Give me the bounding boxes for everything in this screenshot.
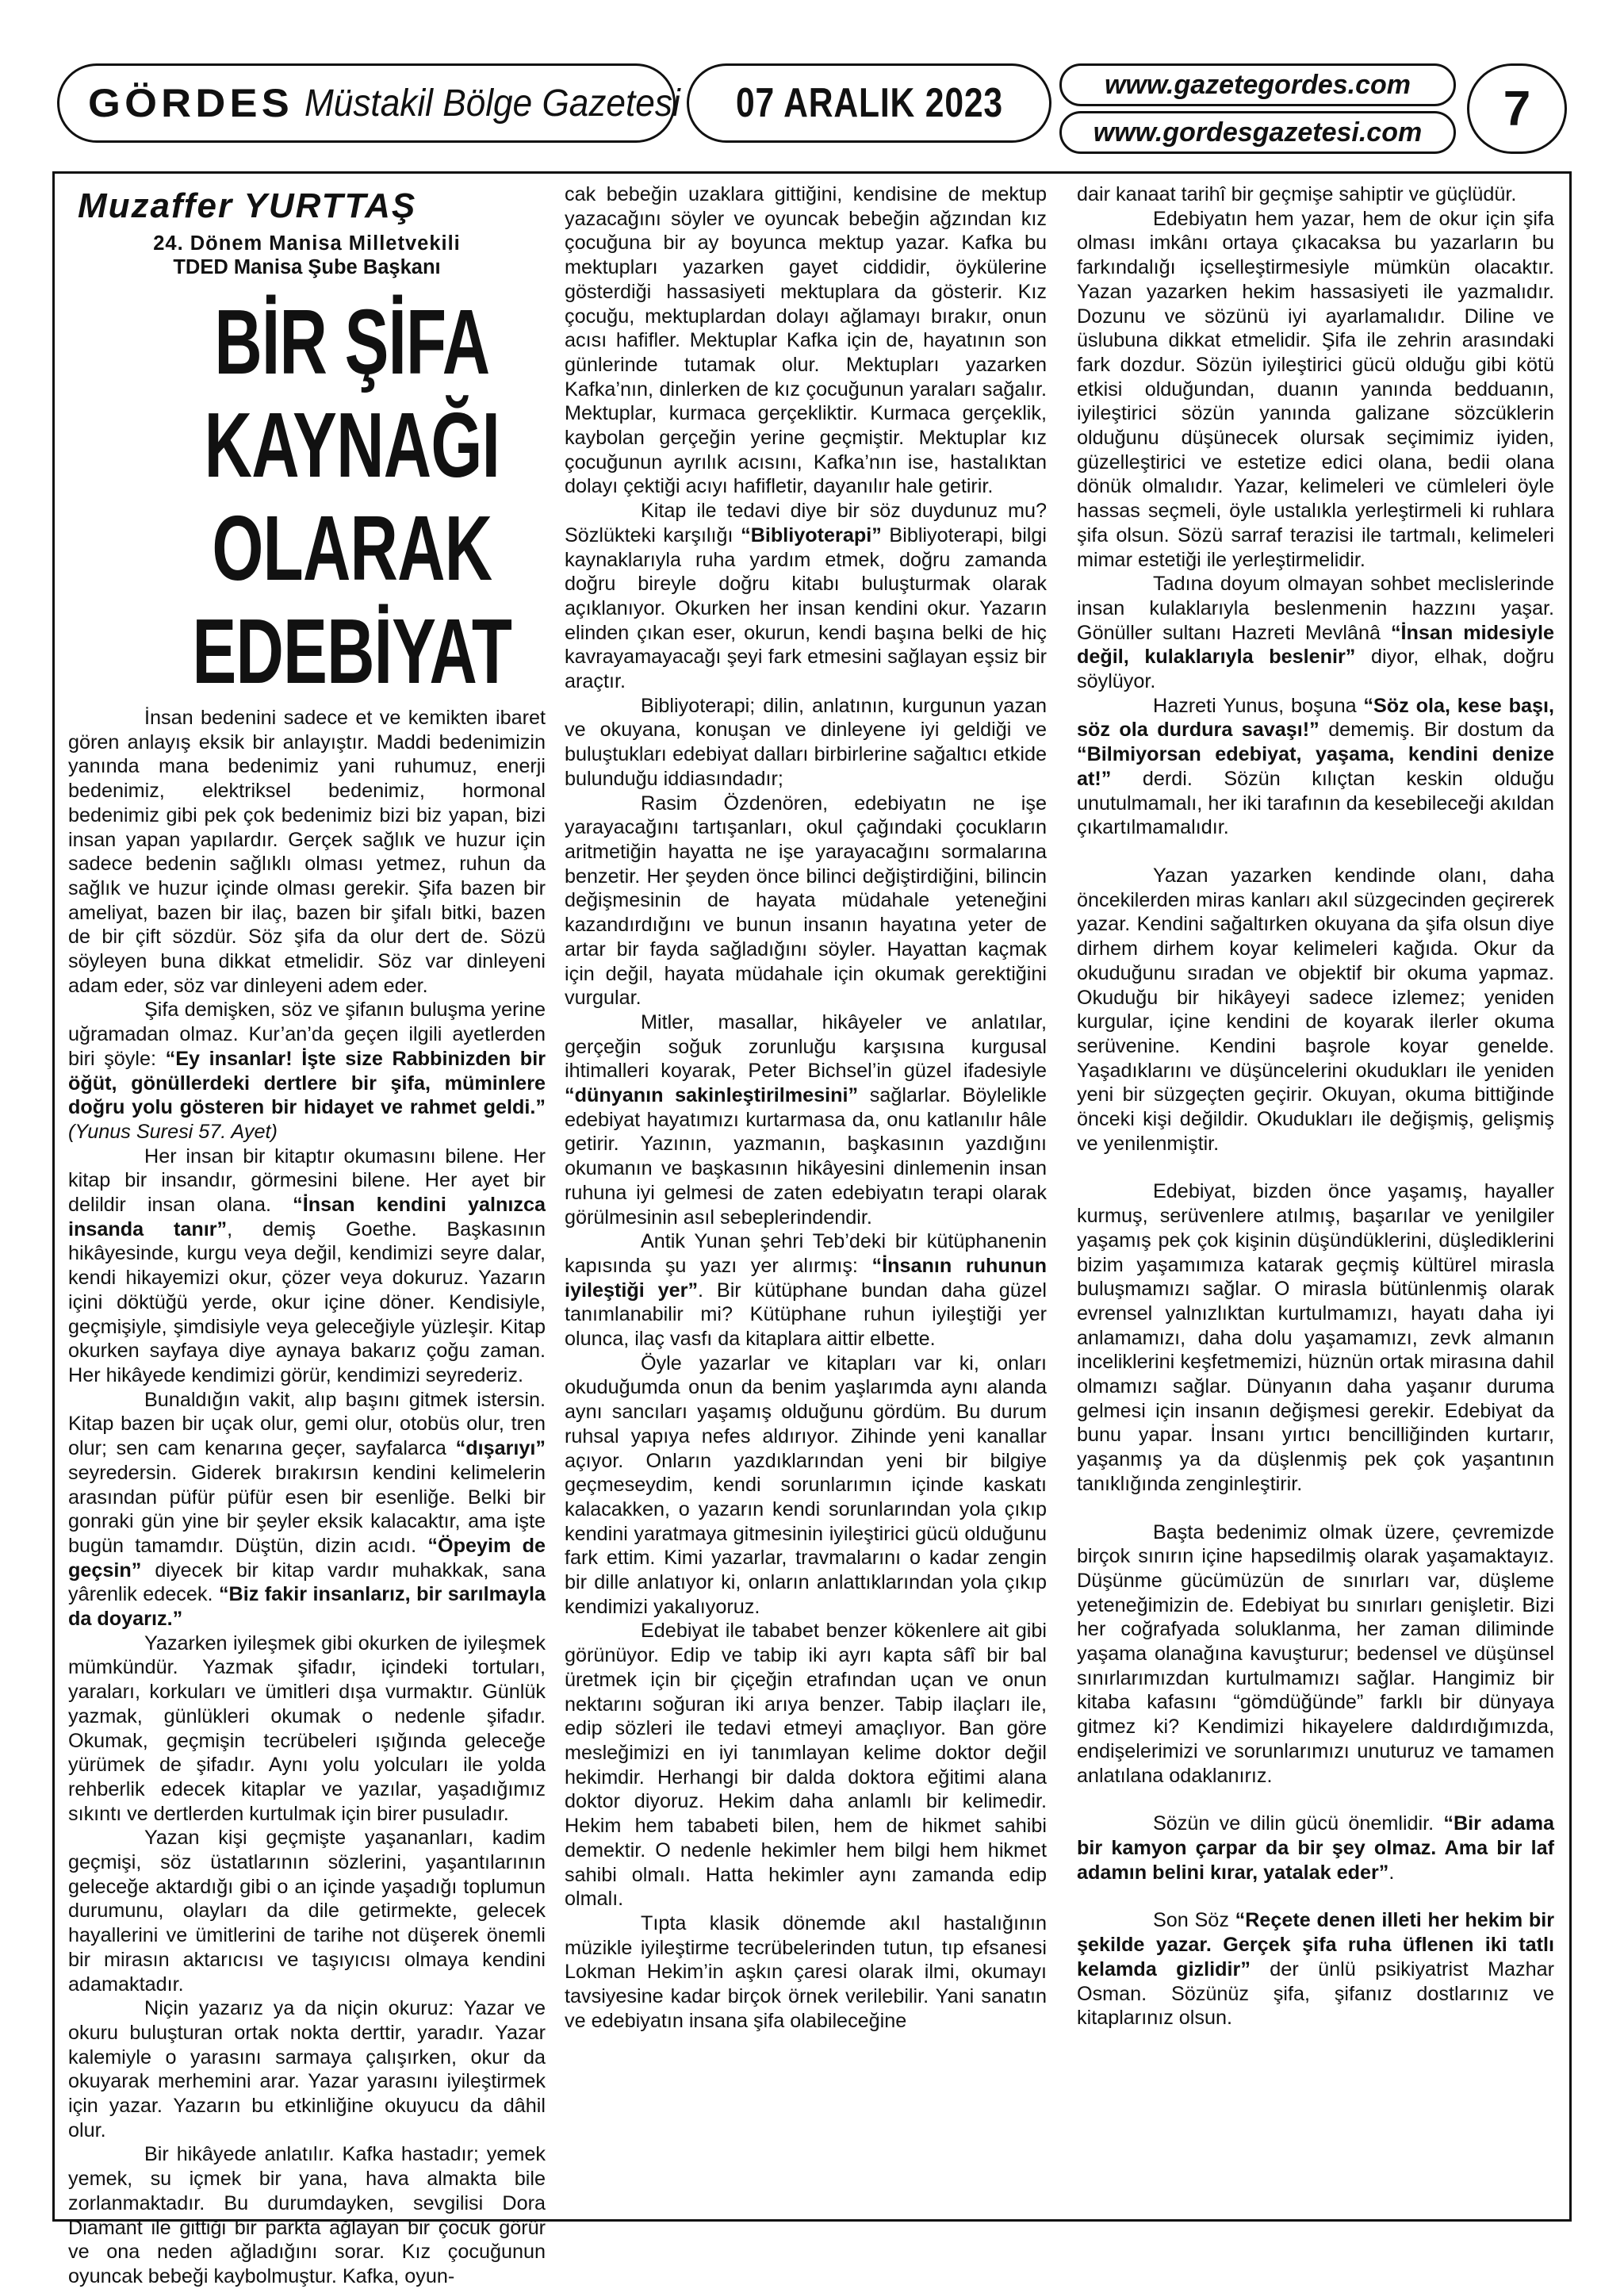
paragraph: Yazan yazarken kendinde olanı, daha öncekilerden miras kanları akıl süzgecinden geçirerek yazar. Kendini sağaltırken okuyana da şifa olsun diye dirhem dirhem koyar kelimeleri kağıda. Okur da okuduğunu sıradan ve objektif bir okuma yapmaz. Okuduğu bir hikâyeyi sadece izlemez; yeniden kurgular, içine kendini de koyarak ilerler okuma serüvenine. Kendini başrole koyar genelde. Yaşadıklarını ve düşüncelerini okudukları ile yeniden yeni bir süzgeçten geçirir. Okuyan, okuma bittiğinde önceki kişi değildir. Okudukları ile değişmiş, gelişmiş ve yenilenmiştir. [1077, 864, 1554, 1155]
paragraph: Rasim Özdenören, edebiyatın ne işe yarayacağını tartışanları, okul çağındaki çocukların aritmetiğin hayatta ne işe yarayacağını sormalarına benzetir. Her şeyden önce bilinci değiştirdiğini, bilincin değişmesinin de hayata müdahale yeteneğini kazandırdığını ve bunun insanın hayatına yeter de artar bir fayda sağladığını söyler. Hayattan kaçmak için değil, hayata müdahale için okumak gerektiğini vurgular. [565, 792, 1047, 1010]
paragraph: Edebiyat ile tababet benzer kökenlere ait gibi görünüyor. Edip ve tabip iki ayrı kapta sâfî bir bal üretmek için bir çiçeğin etrafından uçan ve onun nektarını soğuran iki arıya benzer. Tabip ilaçları ile, edip sözleri ile tedavi etmeyi amaçlıyor. Ban göre mesleğimizi en iyi tanımlayan kelime doktor değil hekimdir. Herhangi bir dalda doktora eğitimi alana doktor diyoruz. Hekim daha anlamlı bir kelimedir. Hekim hem tababeti bilen, hem de hikmet sahibi demektir. O nedenle hekimler hem bilgi hem hikmet sahibi olmalı. Hatta hekimler aynı zamanda edip olmalı. [565, 1620, 1047, 1911]
paragraph: Edebiyat, bizden önce yaşamış, hayaller kurmuş, serüvenlere atılmış, başarılar ve yenilgiler yaşamış pek çok kişinin düşündüklerini, düşlediklerini bizim yaşamımıza katarak geçmiş kültürel mirasla buluşmamızı sağlar. O mirasla bütünlenmiş olarak evrensel yalnızlıktan kurtulmamızı, hayatı daha iyi anlamamızı, daha dolu yaşamamızı, zevk almanın inceliklerini keşfetmemizi, hüznün ortak mirasına dahil olmamızı sağlar. Dünyanın daha yaşanır duruma gelmesi için insanın değişmesi gerekir. Edebiyat da bunu yapar. İnsanı yırtıcı bencilliğinden kurtarır, yaşanmış ya da düşlenmiş pek çok yaşantının tanıklığında zenginleştirir. [1077, 1180, 1554, 1495]
paragraph: Antik Yunan şehri Teb’deki bir kütüphanenin kapısında şu yazı yer alırmış: “İnsanın ruhunun iyileştiği yer”. Bir kütüphane bundan daha güzel tanımlanabilir mi? Kütüphane ruhun iyileştiği yer olunca, ilaç vasfı da kitaplara aittir elbette. [565, 1230, 1047, 1351]
page-number-text: 7 [1503, 81, 1531, 136]
paragraph: Hazreti Yunus, boşuna “Söz ola, kese başı, söz ola durdura savaşı!” dememiş. Bir dostum da “Bilmiyorsan edebiyat, yaşama, kendini denize at!” derdi. Sözün kılıçtan keskin olduğu unutulmamalı, her iki tarafının da kesebileceği akıldan çıkartılmamalıdır. [1077, 694, 1555, 839]
paragraph: Niçin yazarız ya da niçin okuruz: Yazar ve okuru buluşturan ortak nokta derttir, yaradır. Yazar kalemiyle o yarasını sarmaya çalışırken, okur da okuyarak merhemini arar. Yazar yarasını iyileştirmek için yazar. Yazarın bu etkinliğine okuyucu da dâhil olur. [68, 1997, 546, 2141]
website-url-primary[interactable]: www.gazetegordes.com [1104, 69, 1411, 100]
paragraph: Edebiyatın hem yazar, hem de okur için şifa olması imkânı ortaya çıkacaksa bu yazarların bu farkındalığı içselleştirmesiyle mümkün olacaktır. Yazan yazarken hekim hassasiyeti ile yazmalıdır. Dozunu ve sözünü iyi ayarlamalıdır. Diline ve üslubuna dikkat etmelidir. Şifa ile zehrin arasındaki fark dozdur. Sözün iyileştirici gücü olduğu gibi kötü etkisi olduğundan, duanın yanında bedduanın, iyileştirici sözün yanında galizane sözcüklerin olduğunu düşünecek olursak seçimimiz iyiden, güzelleştirici ve estetize edici olana, bedii olana dönük olmalıdır. Yazar, kelimeleri ve cümleleri öyle hassas seçmeli, öyle ustalıkla yerleştirmeli ki ruhlara şifa olsun. Sözü sarraf terazisi ile tartmalı, kelimeleri mimar estetiği ile yerleştirmelidir. [1077, 207, 1554, 571]
website-link-secondary[interactable] [1059, 111, 1456, 154]
article-headline [135, 290, 512, 703]
paper-subtitle: Müstakil Bölge Gazetesi [304, 82, 680, 125]
paragraph: Tadına doyum olmayan sohbet meclislerinde insan kulaklarıyla beslenmenin hazzını yaşar. Gönüller sultanı Hazreti Mevlânâ “İnsan midesiyle değil, kulaklarıyla beslenir” diyor, elhak, doğru söylüyor. [1077, 573, 1555, 693]
paragraph: Yazarken iyileşmek gibi okurken de iyileşmek mümkündür. Yazmak şifadır, içindeki tortuları, yaraları, korkuları ve ümitleri dışa vurmaktır. Günlük yazmak, günlükleri okumak o nedenle şifadır. Okumak, geçmişin tecrübeleri ışığında geleceğe yürümek de şifadır. Aynı yolu yolcuları ile yolda rehberlik edecek kitaplar ve yazılar, yaşadığımız sıkıntı ve dertlerden kurtulmak için birer pusuladır. [68, 1631, 546, 1825]
author-name: Muzaffer YURTTAŞ [78, 186, 417, 225]
paragraph: Başta bedenimiz olmak üzere, çevremizde birçok sınırın içine hapsedilmiş olarak yaşamaktayız. Düşünme gücümüzün de sınırları var, düşleme yeteneğimizin de. Edebiyat bu sınırları genişletir. Bizi her coğrafyada soluklanma, her zaman diliminde yaşama olanağına kavuşturur; bedensel ve düşünsel sınırlarımızdan kurtulmamızı sağlar. Hangimiz bir kitaba kafasını “gömdüğünde” farklı bir dünyaya gitmez ki? Kendimizi hikayelere daldırdığımızda, endişelerimizi ve sorunlarımızı unuturuz ve tamamen anlatılana odaklanırız. [1077, 1520, 1554, 1787]
article-headline-text: BİR ŞİFA KAYNAĞI OLARAK EDEBİYAT [192, 290, 512, 703]
paragraph: Son Söz “Reçete denen illeti her hekim bir şekilde yazar. Gerçek şifa ruha üflenen iki tatlı kelamda gizlidir” der ünlü psikiyatrist Mazhar Osman. Sözünüz şifa, şifanız dostlarınız ve kitaplarınız olsun. [1077, 1909, 1554, 2030]
paragraph: Şifa demişken, söz ve şifanın buluşma yerine uğramadan olmaz. Kur’an’da geçen ilgili ayetlerden biri şöyle: “Ey insanlar! İşte size Rabbinizden bir öğüt, gönüllerdeki dertlere bir şifa, müminlere doğru yolu gösteren bir hidayet ve rahmet geldi.” (Yunus Suresi 57. Ayet) [68, 999, 546, 1143]
paragraph: Kitap ile tedavi diye bir söz duydunuz mu? Sözlükteki karşılığı “Bibliyoterapi” Bibliyoterapi, bilgi kaynaklarıyla ruha yardım etmek, doğru zamanda doğru bireyle doğru kitabı buluşturmak olarak açıklanıyor. Okurken her insan kendini okur. Yazarın elinden çıkan eser, okurun, kendi başına belki de hiç kavrayamayacağı şeyi fark etmesini sağlayan eşsiz bir araçtır. [565, 500, 1047, 693]
masthead-logo [57, 63, 680, 143]
article-column-2 [565, 182, 1047, 2033]
issue-date-text: 07 ARALIK 2023 [735, 80, 1003, 126]
article-column-3 [1077, 182, 1554, 2030]
paragraph: Bibliyoterapi; dilin, anlatının, kurgunun yazan ve okuyana, konuşan ve dinleyene iyi geldiği ve buluştukları edebiyat dalları birbirlerine sağaltıcı etkide bulunduğu iddiasındadır; [565, 694, 1047, 790]
paragraph: Her insan bir kitaptır okumasını bilene. Her kitap bir insandır, görmesini bilene. Her ayet bir delildir insan olana. “İnsan kendini yalnızca insanda tanır”, demiş Goethe. Başkasının hikâyesinde, kurgu veya değil, kendimizi seyre dalar, kendi hikayemizi okur, çözer veya dokuruz. Yazarın içini döktüğü yerde, okur içine döner. Kendisiyle, geçmişiyle, şimdisiyle veya geleceğiyle yüzleşir. Kitap okurken sayfaya diye aynaya bakarız çoğu zaman. Her hikâyede kendimizi görür, kendimizi seyrederiz. [68, 1144, 546, 1386]
page-number [1467, 63, 1567, 154]
paragraph: Bir hikâyede anlatılır. Kafka hastadır; yemek yemek, su içmek bir yana, hava almakta bile zorlanmaktadır. Bu durumdayken, sevgilisi Dora Diamant ile gittiği bir parkta ağlayan bir çocuk görür ve ona neden ağladığını sorar. Kız çocuğunun oyuncak bebeği kaybolmuştur. Kafka, oyun- [68, 2143, 546, 2287]
paragraph: Yazan kişi geçmişte yaşananları, kadim geçmişi, söz üstatlarının sözlerini, yaşantılarının geleceğe aktardığı gibi o an içinde yaşadığı toplumun durumunu, olayları da dile getirmekte, gelecek hayallerini ve ümitlerini de tarihe not düşerek önemli bir mirasın aktarıcısı ve taşıyıcısı olmaya kendini adamaktadır. [68, 1827, 546, 1996]
author-role-secondary: TDED Manisa Şube Başkanı [173, 256, 441, 278]
website-url-secondary[interactable]: www.gordesgazetesi.com [1093, 117, 1423, 148]
paragraph: Öyle yazarlar ve kitapları var ki, onları okuduğumda onun da benim yaşlarımda aynı alanda aynı sancıları yaşamış olduğunu gördüm. Bu durum ruhsal yapıya nefes aldırıyor. Zihinde yeni kanallar açıyor. Onların yazdıklarından yeni bir bilgiye geçmeseydim, kendi sorunlarımın içinde kaskatı kalacakken, o yazarın kendi sorunlarından yola çıkıp kendini yaratmaya gitmesinin iyileştirici gücü olduğunu fark ettim. Kimi yazarlar, travmalarını o kadar zengin bir dille anlatıyor ki, onların anlattıklarından yola çıkıp kendimizi yakalıyoruz. [565, 1352, 1047, 1618]
website-link-primary[interactable] [1059, 63, 1456, 106]
paragraph: dair kanaat tarihî bir geçmişe sahiptir ve güçlüdür. [1077, 183, 1517, 205]
article-column-1 [68, 181, 546, 2289]
issue-date [687, 63, 1051, 143]
paragraph: Mitler, masallar, hikâyeler ve anlatılar, gerçeğin soğuk zorunluğu karşısına kurgusal ihtimalleri koyarak, Peter Bichsel’in güzel ifadesiyle “dünyanın sakinleştirilmesini” sağlarlar. Böylelikle edebiyat hayatımızı kurtarmasa da, onu katlanılır hâle getirir. Yazının, yazmanın, başkasının yazdığını okumanın ve başkasının hikâyesini dinlemenin insan ruhuna iyi gelmesi de zaten edebiyatın terapi olarak görülmesinin asıl sebeplerindendir. [565, 1010, 1047, 1229]
author-role-primary: 24. Dönem Manisa Milletvekili [153, 232, 461, 255]
paragraph: Sözün ve dilin gücü önemlidir. “Bir adama bir kamyon çarpar da bir şey olmaz. Ama bir laf adamın belini kırar, yatalak eder”. [1077, 1812, 1554, 1884]
paragraph: cak bebeğin uzaklara gittiğini, kendisine de mektup yazacağını söyler ve oyuncak bebeğin ağzından kız çocuğuna bir ay boyunca mektup yazar. Kafka bu mektupları yazarken gayet ciddidir, öykülerine gösterdiği hassasiyeti mektuplara da gösterir. Kız çocuğu, mektuplardan dolayı ağlamayı bırakır, onun acısı hafifler. Mektuplar Kafka için de, hayatının son günlerinde tutamak olur. Mektupları yazarken Kafka’nın, dinlerken de kız çocuğunun yaraları sağalır. Mektuplar, kurmaca gerçekliktir. Kurmaca gerçeklik, kaybolan gerçeğin yerine geçmiştir. Mektuplar kız çocuğunun ayrılık acısını, Kafka’nın ise, hastalıktan dolayı çektiği acıyı hafifletir, dayanılır hale getirir. [565, 183, 1047, 498]
paragraph: Tıpta klasik dönemde akıl hastalığının müzikle iyileştirme tecrübelerinden tutun, tıp efsanesi Lokman Hekim’in aşkın çaresi olarak ilmi, okumayı tavsiyesine kadar birçok örnek verilebilir. Yani sanatın ve edebiyatın insana şifa olabileceğine [565, 1911, 1047, 2032]
paragraph: Bunaldığın vakit, alıp başını gitmek istersin. Kitap bazen bir uçak olur, gemi olur, otobüs olur, tren olur; sen cam kenarına geçer, sayfalarca “dışarıyı” seyredersin. Giderek bırakırsın kendini kelimelerin arasından püfür püfür esen bir esenliğe. Belki bir gonraki gün yine bir şeyler eksik kalacaktır, ama işte bugün tamamdır. Düştün, dizin acıdı. “Öpeyim de geçsin” diyecek bir kitap vardır muhakkak, sana yârenlik edecek. “Biz fakir insanlarız, bir sarılmayla da doyarız.” [68, 1388, 546, 1631]
paper-name: GÖRDES [88, 81, 294, 125]
paragraph: İnsan bedenini sadece et ve kemikten ibaret gören anlayış eksik bir anlayıştır. Maddi bedenimizin yanında mana bedenimiz yani ruhumuz, enerji bedenimiz, elektriksel bedenimiz, hormonal bedenimiz gibi pek çok bedenimiz bizi biz yapan, bizi insan yapan yapılardır. Gerçek sağlık ve huzur için sadece bedenin sağlıklı olması yetmez, ruhun da sağlık ve huzur içinde olması gerekir. Şifa bazen bir ameliyat, bazen bir ilaç, bazen bir şifalı bitki, bazen de bir çift sözdür. Söz şifa da olur dert de. Sözü söyleyen buna dikkat etmelidir. Söz var dinleyeni adam eder, söz var dinleyeni adem eder. [68, 707, 546, 997]
